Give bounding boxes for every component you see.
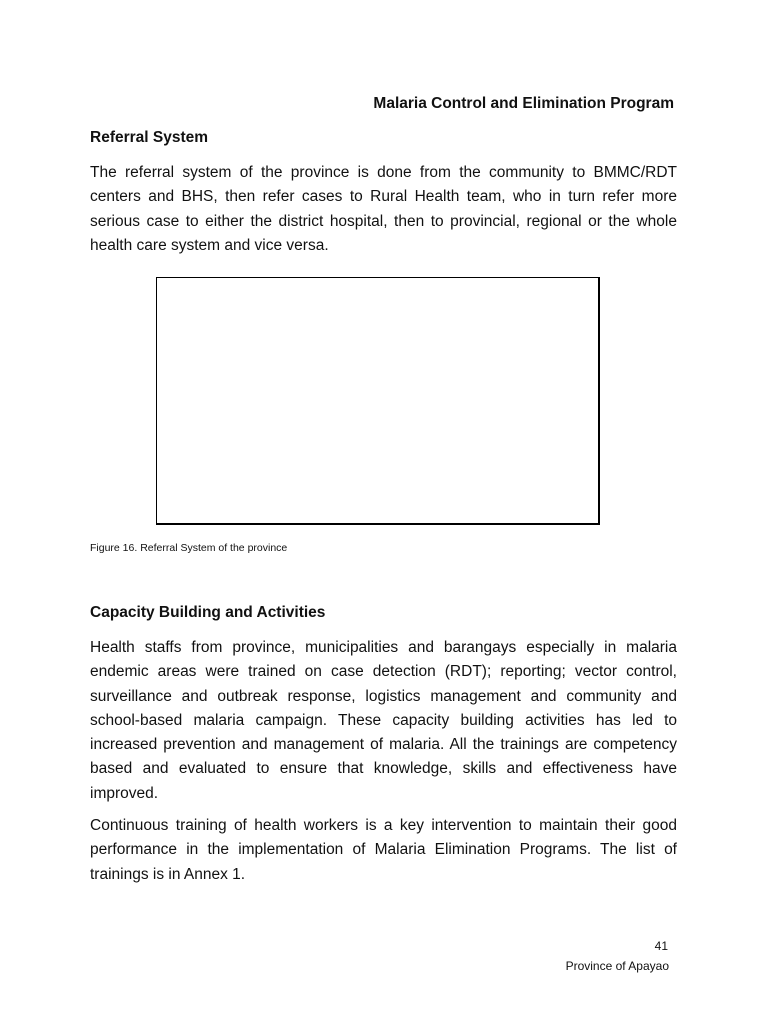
page-number: 41 (654, 939, 668, 953)
footer-province: Province of Apayao (565, 959, 669, 973)
capacity-building-paragraph-2: Continuous training of health workers is a key intervention to maintain their good performance in the implementation of Malaria Elimination Programs. The list of trainings is in Annex 1. (90, 817, 677, 883)
referral-system-paragraph: The referral system of the province is done from the community to BMMC/RDT centers and BHS, then refer cases to Rural Health team, who in turn refer more serious case to either the district hospital, then to provincial, regional or the whole health care system and vice versa. (90, 164, 677, 254)
referral-system-figure-placeholder (156, 277, 600, 525)
capacity-building-heading: Capacity Building and Activities (90, 604, 326, 621)
capacity-building-paragraph-1: Health staffs from province, municipalities and barangays especially in malaria endemic areas were trained on case detection (RDT); reporting; vector control, surveillance and outbreak response, logistics management and community and school-based malaria campaign. These capacity building activities has led to increased prevention and management of malaria. All the trainings are competency based and evaluated to ensure that knowledge, skills and effectiveness have improved. (90, 639, 677, 802)
running-header: Malaria Control and Elimination Program (373, 95, 674, 112)
figure-caption: Figure 16. Referral System of the province (90, 542, 288, 554)
referral-system-heading: Referral System (90, 129, 209, 146)
